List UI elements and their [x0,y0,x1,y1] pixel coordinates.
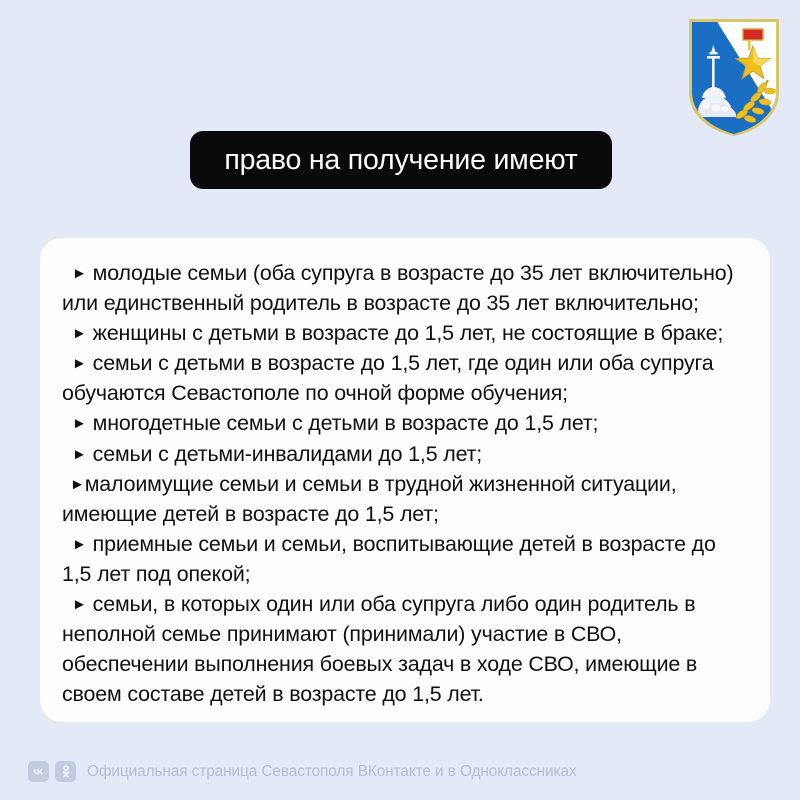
list-item-text: приемные семьи и семьи, воспитывающие детей в возрасте до 1,5 лет под опекой; [62,531,716,586]
list-item [62,408,748,438]
title-banner [190,131,612,189]
list-item-text: многодетные семьи с детьми в возрасте до 1,5 лет; [92,411,599,436]
bullet-arrow-icon: ► [72,415,87,433]
page-title: право на получение имеют [224,143,578,176]
bullet-arrow-icon: ► [72,535,87,553]
list-item-text: семьи с детьми-инвалидами до 1,5 лет; [92,441,483,466]
bullet-arrow-icon: ► [72,265,87,282]
list-item-text: семьи с детьми в возрасте до 1,5 лет, где один или оба супруга обучаются Севастополе по очной форме обучения; [62,351,714,406]
coat-of-arms-svg [686,18,782,136]
eligibility-card [40,238,770,722]
footer [28,761,577,782]
vk-icon[interactable] [28,761,49,782]
odnoklassniki-icon[interactable] [55,761,76,782]
bullet-arrow-icon: ► [72,355,87,373]
bullet-arrow-icon: ► [72,596,87,614]
list-item-text: семьи, в которых один или оба супруга либо один родитель в неполной семье принимают (принимали) участие в СВО, обеспечении выполнения боевых задач в ходе СВО, имеющие в своем составе детей в возрасте до 1,5 лет. [62,592,698,707]
ok-glyph [59,764,73,779]
list-item [62,469,748,529]
footer-text: Официальная страница Севастополя ВКонтакте и в Одноклассниках [87,762,577,780]
list-item [62,348,748,408]
list-item [62,589,748,709]
list-item [62,318,748,348]
bullet-arrow-icon: ► [70,475,85,493]
vk-glyph [31,764,46,779]
list-item-text: молодые семьи (оба супруга в возрасте до 35 лет включительно) или единственный родитель в возрасте до 35 лет включительно; [62,261,734,316]
bullet-arrow-icon: ► [72,325,87,343]
list-item-text: женщины с детьми в возрасте до 1,5 лет, не состоящие в браке; [92,321,724,346]
eligibility-list [62,258,748,709]
list-item [62,529,748,589]
bullet-arrow-icon: ► [72,445,87,463]
list-item [62,439,748,469]
sevastopol-coat-of-arms [686,18,782,136]
list-item [62,258,748,318]
list-item-text: малоимущие семьи и семьи в трудной жизненной ситуации, имеющие детей в возрасте до 1,5 лет; [62,471,677,526]
